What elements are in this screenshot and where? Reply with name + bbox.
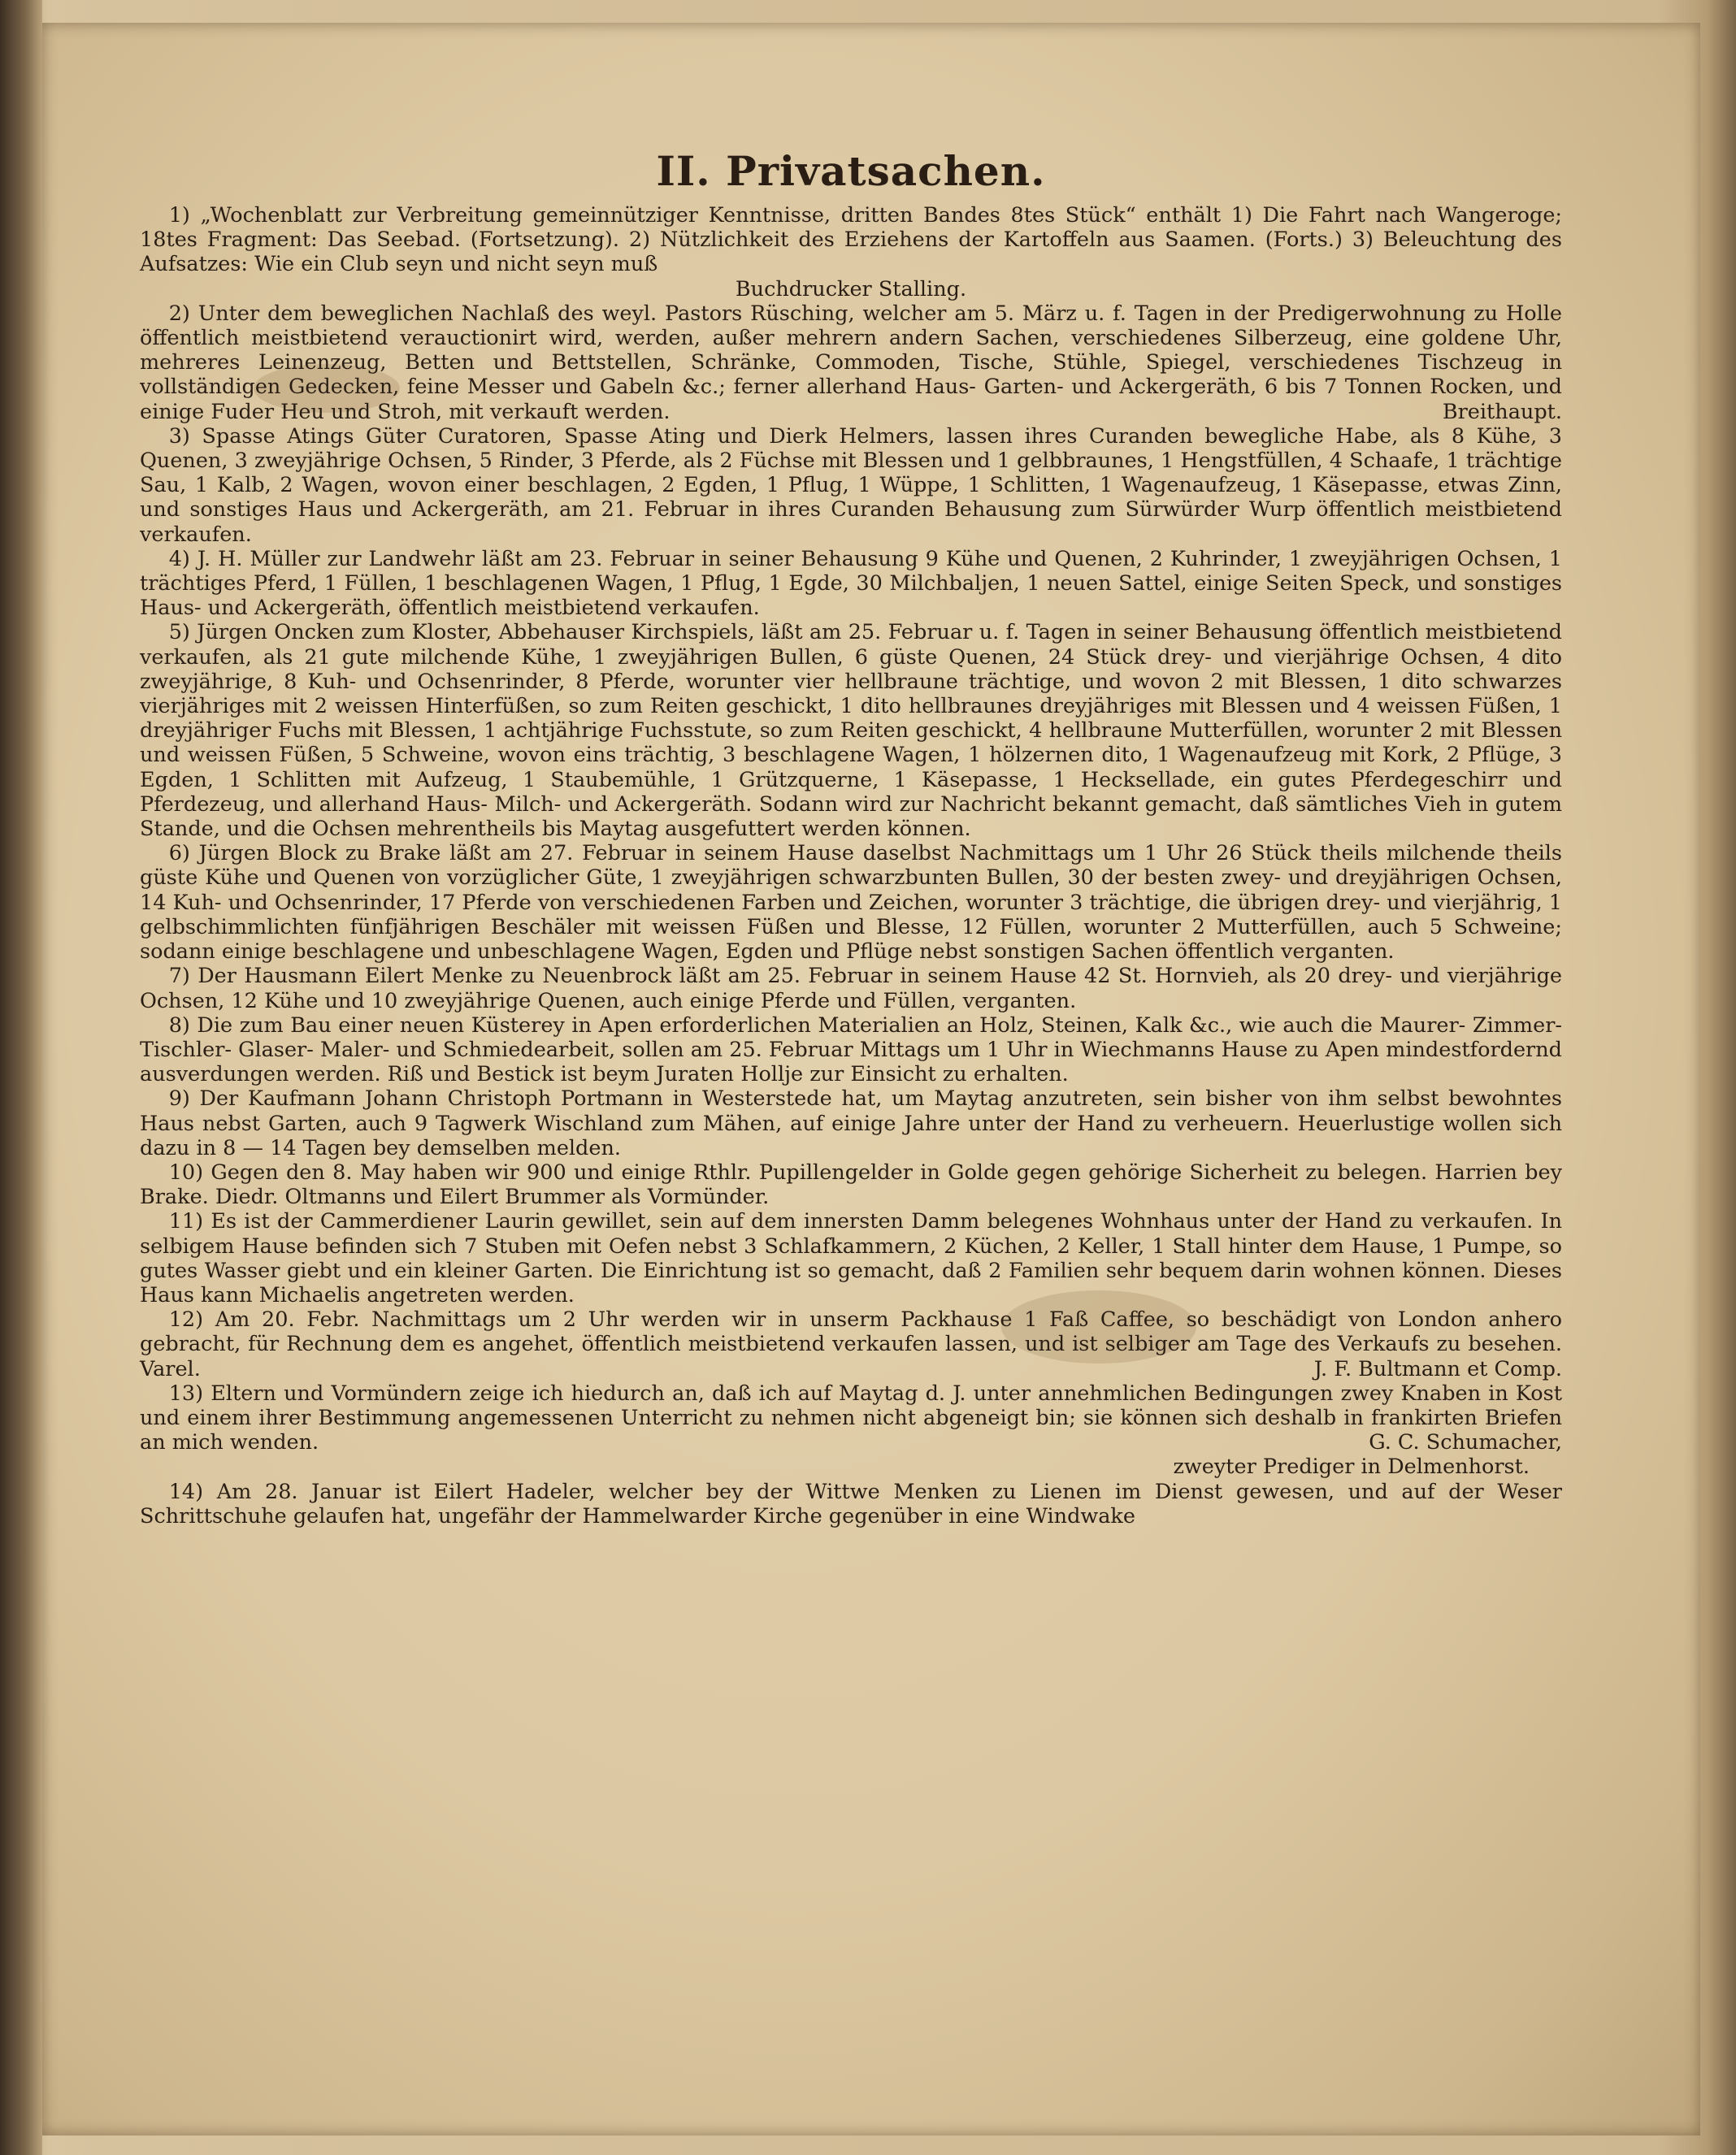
notice-4 (140, 547, 1562, 621)
notice-8 (140, 1013, 1562, 1087)
notice-3 (140, 424, 1562, 547)
notice-5 (140, 620, 1562, 841)
notice-13 (140, 1381, 1562, 1480)
notice-signature: Breithaupt. (1442, 399, 1562, 424)
notice-text: 5) Jürgen Oncken zum Kloster, Abbehauser Kirchspiels, läßt am 25. Februar u. f. Tagen in seiner Behausung öffentlich meistbietend verkaufen, als 21 gute milchende Kühe, 1 zweyjährigen Bullen, 6 güste Quenen, 24 Stück drey- und vierjährige Ochsen, 4 dito zweyjährige, 8 Kuh- und Ochsenrinder, 8 Pferde, worunter vier hellbraune trächtige, und wovon 2 mit Blessen, 1 dito schwarzes vierjähriges mit 2 weissen Hinterfüßen, so zum Reiten geschickt, 1 dito hellbraunes dreyjähriges mit Blessen und 4 weissen Füßen, 1 dreyjähriger Fuchs mit Blessen, 1 achtjährige Fuchsstute, so zum Reiten geschickt, 4 hellbraune Mutterfüllen, worunter 2 mit Blessen und weissen Füßen, 5 Schweine, wovon eins trächtig, 3 beschlagene Wagen, 1 hölzernen dito, 1 Wagenaufzeug mit Kork, 2 Pflüge, 3 Egden, 1 Schlitten mit Aufzeug, 1 Staubemühle, 1 Grützquerne, 1 Käsepasse, 1 Hecksellade, ein gutes Pferdegeschirr und Pferdezeug, und allerhand Haus- Milch- und Ackergeräth. Sodann wird zur Nachricht bekannt gemacht, daß sämtliches Vieh in gutem Stande, und die Ochsen mehrentheils bis Maytag ausgefuttert werden können. (140, 620, 1562, 842)
notice-12 (140, 1307, 1562, 1381)
notice-text: 3) Spasse Atings Güter Curatoren, Spasse Ating und Dierk Helmers, lassen ihres Curanden bewegliche Habe, als 8 Kühe, 3 Quenen, 3 zweyjährige Ochsen, 5 Rinder, 3 Pferde, als 2 Füchse mit Blessen und 1 gelbbraunes, 1 Hengstfüllen, 4 Schaafe, 1 trächtige Sau, 1 Kalb, 2 Wagen, wovon einer beschlagen, 2 Egden, 1 Pflug, 1 Wüppe, 1 Schlitten, 1 Wagenaufzeug, 1 Käsepasse, etwas Zinn, und sonstiges Haus und Ackergeräth, am 21. Februar in ihres Curanden Behausung zum Sürwürder Wurp öffentlich meistbietend verkaufen. (140, 423, 1562, 547)
notice-text: 9) Der Kaufmann Johann Christoph Portmann in Westerstede hat, um Maytag anzutreten, sein bisher von ihm selbst bewohntes Haus nebst Garten, auch 9 Tagwerk Wischland zum Mähen, auf einige Jahre unter der Hand zu verheuern. Heuerlustige wollen sich dazu in 8 — 14 Tagen bey demselben melden. (140, 1086, 1562, 1160)
notice-signature: Diedr. Oltmanns und Eilert Brummer als Vormünder. (215, 1185, 770, 1210)
notice-7 (140, 964, 1562, 1012)
notice-text: 2) Unter dem beweglichen Nachlaß des weyl. Pastors Rüsching, welcher am 5. März u. f. Tagen in der Predigerwohnung zu Holle öffentlich meistbietend verauctionirt wird, werden, außer mehrern andern Sachen, verschiedenes Silberzeug, eine goldene Uhr, mehreres Leinenzeug, Betten und Bettstellen, Schränke, Commoden, Tische, Stühle, Spiegel, verschiedenes Tischzeug in vollständigen Gedecken, feine Messer und Gabeln &c.; ferner allerhand Haus- Garten- und Ackergeräth, 6 bis 7 Tonnen Rocken, und einige Fuder Heu und Stroh, mit verkauft werden. (140, 301, 1562, 424)
notice-text: 12) Am 20. Febr. Nachmittags um 2 Uhr werden wir in unserm Packhause 1 Faß Caffee, so beschädigt von London anhero gebracht, für Rechnung dem es angehet, öffentlich meistbietend verkaufen lassen, und ist selbiger am Tage des Verkaufs zu besehen. Varel. (140, 1307, 1562, 1381)
notice-signature: G. C. Schumacher, (1369, 1430, 1562, 1455)
notice-text: 14) Am 28. Januar ist Eilert Hadeler, welcher bey der Wittwe Menken zu Lienen im Dienst gewesen, und auf der Weser Schrittschuhe gelaufen hat, ungefähr der Hammelwarder Kirche gegenüber in eine Windwake (140, 1479, 1562, 1528)
notice-2 (140, 301, 1562, 424)
notice-text: 10) Gegen den 8. May haben wir 900 und einige Rthlr. Pupillengelder in Golde gegen gehörige Sicherheit zu belegen. Harrien bey Brake. (140, 1160, 1562, 1210)
notice-text: 7) Der Hausmann Eilert Menke zu Neuenbrock läßt am 25. Februar in seinem Hause 42 St. Hornvieh, als 20 drey- und vierjährige Ochsen, 12 Kühe und 10 zweyjährige Quenen, auch einige Pferde und Füllen, verganten. (140, 964, 1562, 1013)
notice-9 (140, 1086, 1562, 1160)
notice-10 (140, 1160, 1562, 1209)
notice-text: 1) „Wochenblatt zur Verbreitung gemeinnütziger Kenntnisse, dritten Bandes 8tes Stück“ enthält 1) Die Fahrt nach Wangeroge; 18tes Fragment: Das Seebad. (Fortsetzung). 2) Nützlichkeit des Erziehens der Kartoffeln aus Saamen. (Forts.) 3) Beleuchtung des Aufsatzes: Wie ein Club seyn und nicht seyn muß (140, 203, 1562, 277)
notice-text: 11) Es ist der Cammerdiener Laurin gewillet, sein auf dem innersten Damm belegenes Wohnhaus unter der Hand zu verkaufen. In selbigem Hause befinden sich 7 Stuben mit Oefen nebst 3 Schlafkammern, 2 Küchen, 2 Keller, 1 Stall hinter dem Hause, 1 Pumpe, so gutes Wasser giebt und ein kleiner Garten. Die Einrichtung ist so gemacht, daß 2 Familien sehr bequem darin wohnen können. Dieses Haus kann Michaelis angetreten werden. (140, 1209, 1562, 1307)
notice-signature-line2: zweyter Prediger in Delmenhorst. (1173, 1455, 1530, 1480)
notice-6 (140, 841, 1562, 964)
notice-11 (140, 1209, 1562, 1307)
notice-text: 13) Eltern und Vormündern zeige ich hiedurch an, daß ich auf Maytag d. J. unter annehmlichen Bedingungen zwey Knaben in Kost und einem ihrer Bestimmung angemessenen Unterricht zu nehmen nicht abgeneigt bin; sie können sich deshalb in frankirten Briefen an mich wenden. (140, 1381, 1562, 1455)
notice-14 (140, 1480, 1562, 1528)
notice-signature: J. F. Bultmann et Comp. (1313, 1356, 1562, 1381)
notice-signature: Buchdrucker Stalling. (735, 276, 967, 301)
notice-text: 8) Die zum Bau einer neuen Küsterey in Apen erforderlichen Materialien an Holz, Steinen, Kalk &c., wie auch die Maurer- Zimmer- Tischler- Glaser- Maler- und Schmiedearbeit, sollen am 25. Februar Mittags um 1 Uhr in Wiechmanns Hause zu Apen mindestfordernd ausverdungen werden. Riß und Bestick ist beym Juraten Hollje zur Einsicht zu erhalten. (140, 1012, 1562, 1087)
paper-sheet (42, 23, 1700, 2135)
document-body (140, 145, 1562, 1528)
notice-text: 4) J. H. Müller zur Landwehr läßt am 23. Februar in seiner Behausung 9 Kühe und Quenen, 2 Kuhrinder, 1 zweyjährigen Ochsen, 1 trächtiges Pferd, 1 Füllen, 1 beschlagenen Wagen, 1 Pflug, 1 Egde, 30 Milchbaljen, 1 neuen Sattel, einige Seiten Speck, und sonstiges Haus- und Ackergeräth, öffentlich meistbietend verkaufen. (140, 546, 1562, 621)
book-gutter (0, 0, 42, 2155)
notice-1 (140, 203, 1562, 301)
notice-text: 6) Jürgen Block zu Brake läßt am 27. Februar in seinem Hause daselbst Nachmittags um 1 Uhr 26 Stück theils milchende theils güste Kühe und Quenen von vorzüglicher Güte, 1 zweyjährigen schwarzbunten Bullen, 30 der besten zwey- und dreyjährigen Ochsen, 14 Kuh- und Ochsenrinder, 17 Pferde von verschiedenen Farben und Zeichen, worunter 3 trächtige, die übrigen drey- und vierjährig, 1 gelbschimmlichten fünfjährigen Beschäler mit weissen Füßen und Blesse, 12 Füllen, worunter 2 Mutterfüllen, auch 5 Schweine; sodann einige beschlagene und unbeschlagene Wagen, Egden und Pflüge nebst sonstigen Sachen öffentlich verganten. (140, 841, 1563, 965)
section-heading: II. Privatsachen. (656, 147, 1046, 195)
